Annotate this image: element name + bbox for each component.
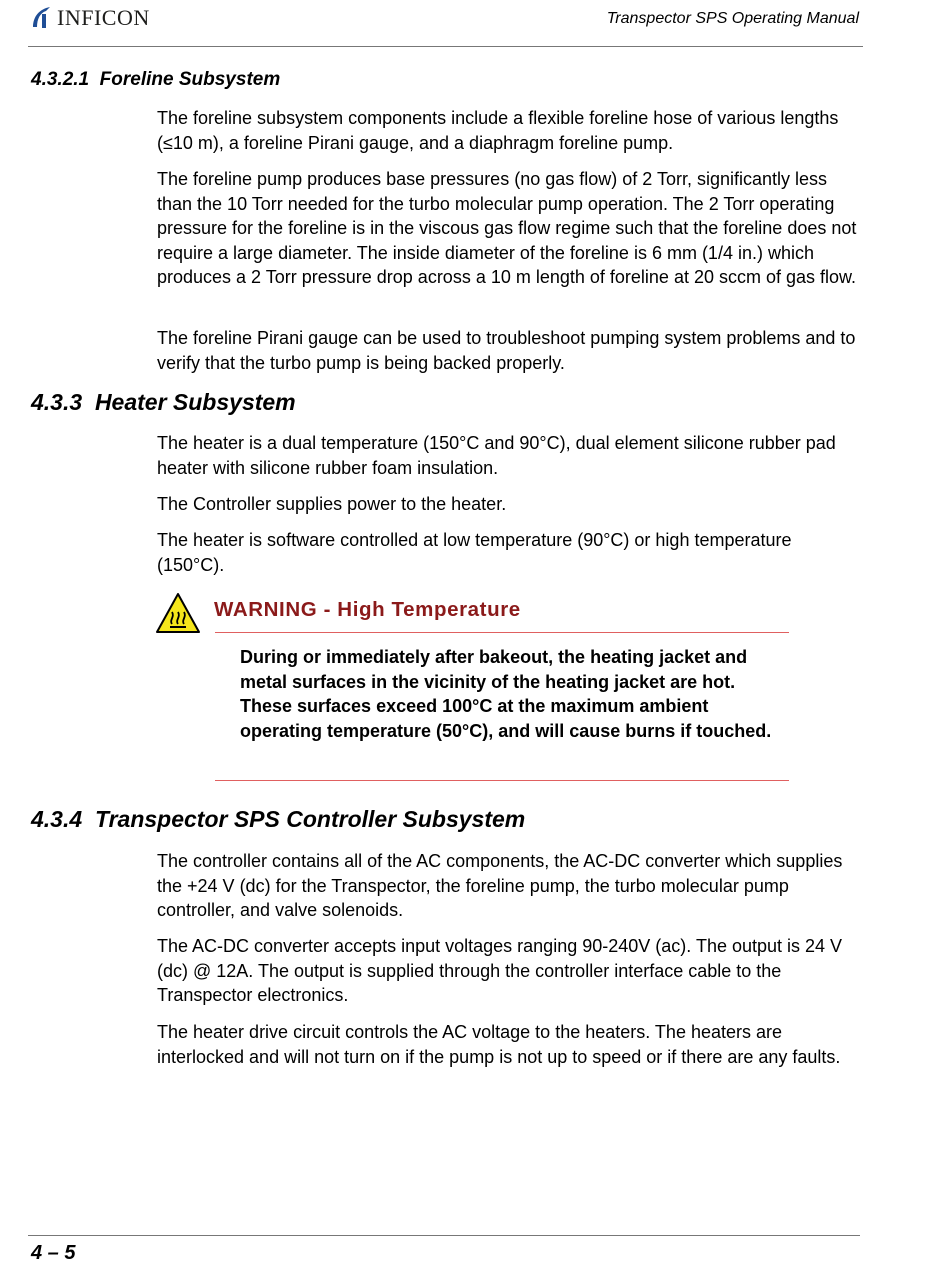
section-title: Heater Subsystem: [94, 389, 296, 415]
section-heading-foreline: [31, 69, 280, 91]
section-title: Foreline Subsystem: [99, 69, 281, 90]
section-number: 4.3.2.1: [31, 69, 90, 90]
section-number: 4.3.3: [31, 389, 83, 415]
paragraph: The foreline subsystem components include a flexible foreline hose of various lengths (≤10 m), a foreline Pirani gauge, and a diaphragm foreline pump.: [157, 108, 839, 153]
logo-text: INFICON: [57, 5, 150, 30]
section-title: Transpector SPS Controller Subsystem: [94, 806, 526, 832]
warning-title: WARNING - High Temperature: [214, 598, 521, 621]
header-divider: [28, 46, 863, 47]
paragraph: The controller contains all of the AC components, the AC-DC converter which supplies the +24 V (dc) for the Transpector, the foreline pump, the turbo molecular pump controller, and valve solenoids.: [157, 851, 843, 921]
page-number: 4 – 5: [31, 1242, 76, 1264]
inficon-logo: [30, 4, 150, 32]
paragraph: The heater is software controlled at low temperature (90°C) or high temperature (150°C).: [157, 530, 792, 575]
paragraph: The foreline Pirani gauge can be used to troubleshoot pumping system problems and to verify that the turbo pump is being backed properly.: [157, 328, 856, 373]
section-number: 4.3.4: [31, 806, 83, 832]
inficon-logo-icon: [30, 5, 56, 31]
section-heading-controller: [31, 806, 525, 833]
page-header: [0, 0, 950, 48]
section-heading-heater: [31, 389, 296, 416]
paragraph: The Controller supplies power to the heater.: [157, 494, 507, 514]
manual-title: Transpector SPS Operating Manual: [606, 10, 859, 27]
footer-divider: [28, 1235, 860, 1236]
paragraph: The AC-DC converter accepts input voltages ranging 90-240V (ac). The output is 24 V (dc) @ 12A. The output is supplied through the controller interface cable to the Transpector electronics.: [157, 936, 843, 1006]
paragraph: The foreline pump produces base pressures (no gas flow) of 2 Torr, significantly less than the 10 Torr needed for the turbo molecular pump operation. The 2 Torr operating pressure for the foreline is in the viscous gas flow regime such that the foreline does not require a large diameter. The inside diameter of the foreline is 6 mm (1/4 in.) which produces a 2 Torr pressure drop across a 10 m length of foreline at 20 sccm of gas flow.: [157, 169, 857, 288]
warning-bottom-rule: [215, 780, 789, 781]
hot-surface-warning-icon: [155, 592, 201, 634]
paragraph: The heater drive circuit controls the AC voltage to the heaters. The heaters are interlocked and will not turn on if the pump is not up to speed or if there are any faults.: [157, 1022, 841, 1067]
warning-body: During or immediately after bakeout, the heating jacket and metal surfaces in the vicinity of the heating jacket are hot. These surfaces exceed 100°C at the maximum ambient operating temperature (50°C), and will cause burns if touched.: [240, 647, 772, 741]
paragraph: The heater is a dual temperature (150°C and 90°C), dual element silicone rubber pad heater with silicone rubber foam insulation.: [157, 433, 836, 478]
warning-top-rule: [215, 632, 789, 633]
